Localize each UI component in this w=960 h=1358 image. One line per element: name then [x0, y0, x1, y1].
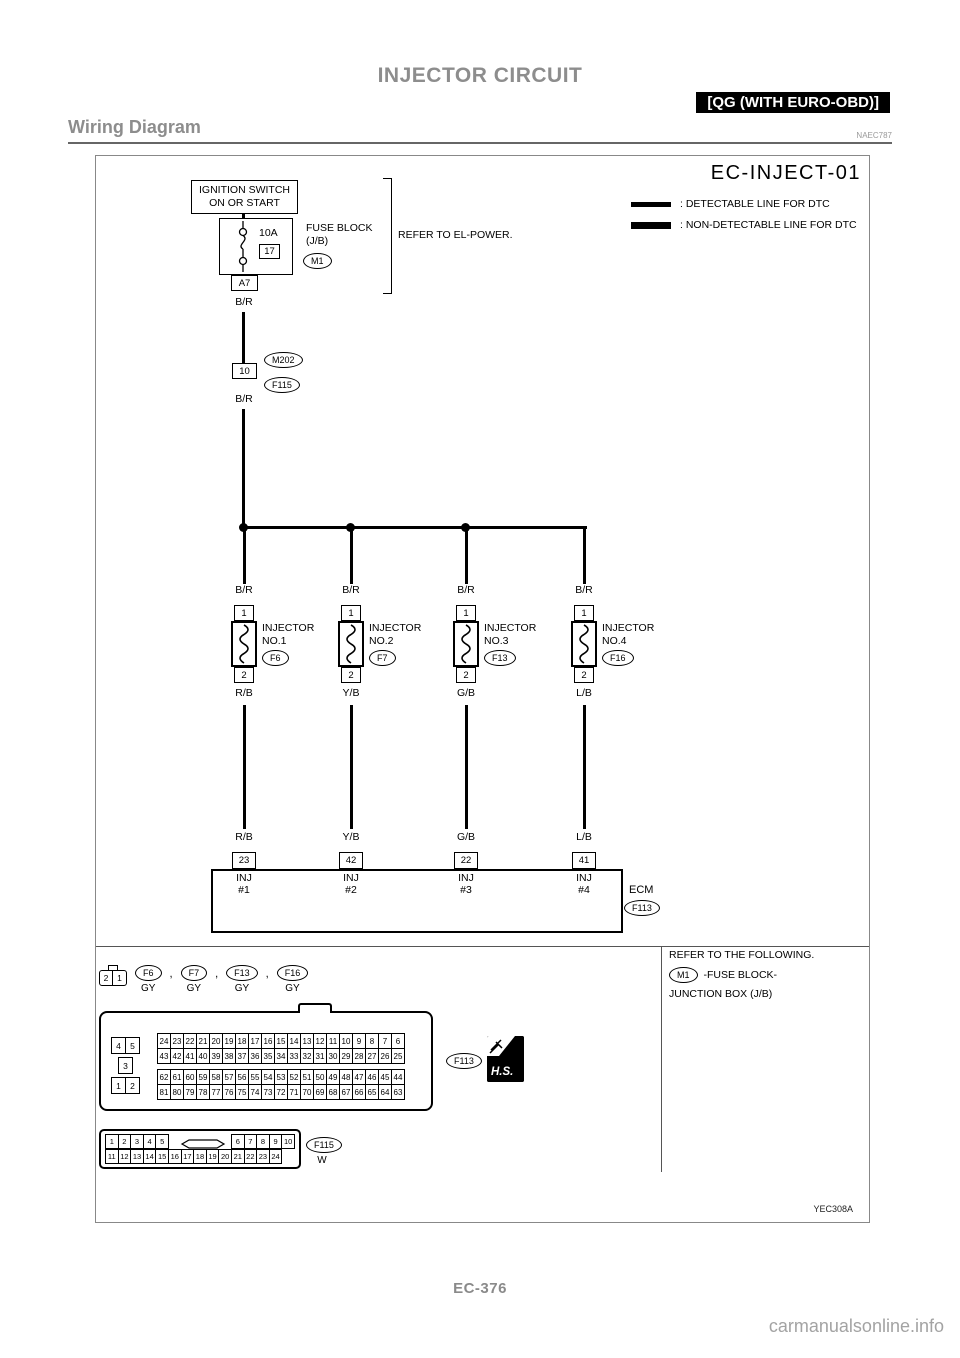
keyway-icon [180, 1139, 226, 1149]
pin-number-cell: 48 [339, 1069, 353, 1085]
pin-number-cell: 41 [183, 1048, 197, 1064]
side-pin: 3 [118, 1057, 133, 1074]
pin-number-cell: 60 [183, 1069, 197, 1085]
injector-name [602, 622, 654, 647]
pin-number-cell: 12 [313, 1033, 327, 1049]
connector-cavity: 1 [117, 973, 122, 983]
injector-name [369, 622, 421, 647]
connector-m1: M1 [669, 967, 698, 983]
pin-row [231, 1134, 295, 1149]
ecm-pin: 23 [232, 852, 256, 869]
pin-number-cell: 70 [300, 1084, 314, 1100]
wire-color-label: Y/B [342, 687, 360, 699]
connector-f113: F113 [446, 1053, 482, 1069]
connector-color: GY [186, 983, 202, 994]
fuse-block-label-line1: FUSE BLOCK [306, 222, 373, 234]
wire [350, 705, 353, 829]
comma: , [169, 968, 173, 980]
euro-obd-badge: [QG (WITH EURO-OBD)] [696, 92, 890, 113]
pin-number-cell: 36 [248, 1048, 262, 1064]
hs-logo [487, 1036, 524, 1082]
pin-number-cell: 52 [287, 1069, 301, 1085]
legend-label: : DETECTABLE LINE FOR DTC [680, 198, 830, 210]
wire-color-label: B/R [457, 584, 475, 596]
ecm-pin: 41 [572, 852, 596, 869]
pin-row [157, 1048, 405, 1064]
pin-number-cell: 15 [274, 1033, 288, 1049]
connector-f115: F115 [264, 377, 300, 393]
f115-connector-view [99, 1129, 301, 1169]
pin-number-cell: 12 [118, 1149, 132, 1164]
pin-number-cell: 13 [130, 1149, 144, 1164]
pin-number-cell: 72 [274, 1084, 288, 1100]
pin-number-cell: 65 [365, 1084, 379, 1100]
injector-name-line1: INJECTOR [369, 622, 422, 634]
pin-number-cell: 6 [231, 1134, 245, 1149]
pin-number-cell: 51 [300, 1069, 314, 1085]
pin-number-cell: 53 [274, 1069, 288, 1085]
connector-color: GY [285, 983, 300, 994]
pin-number-cell: 37 [235, 1048, 249, 1064]
pin-number-cell: 7 [244, 1134, 258, 1149]
pin-number-cell: 69 [313, 1084, 327, 1100]
injector-pin-1: 1 [574, 605, 594, 621]
injector-pin-1: 1 [341, 605, 361, 621]
wire-color-label: L/B [576, 831, 592, 843]
injector-pin-2: 2 [341, 667, 361, 683]
injector-connector-list [99, 965, 308, 994]
wire [350, 528, 353, 584]
pin-number-cell: 8 [365, 1033, 379, 1049]
watermark: carmanualsonline.info [768, 1316, 944, 1336]
pin-number-cell: 62 [157, 1069, 171, 1085]
section-title: Wiring Diagram [68, 117, 201, 137]
pin-number-cell: 18 [235, 1033, 249, 1049]
pin-number-cell: 14 [287, 1033, 301, 1049]
ecm-pin-label-line2: #3 [460, 884, 472, 896]
wire [583, 528, 586, 584]
pin-number-cell: 23 [256, 1149, 270, 1164]
connector-group-f6 [135, 965, 162, 994]
ecm-pin-label [449, 872, 483, 896]
comma: , [265, 968, 269, 980]
pin-number-cell: 31 [313, 1048, 327, 1064]
pin-number-cell: 11 [326, 1033, 340, 1049]
pin-number-cell: 59 [196, 1069, 210, 1085]
injector-pin-1: 1 [456, 605, 476, 621]
pin-number-cell: 21 [231, 1149, 245, 1164]
ecm-pin-label-line1: INJ [576, 872, 592, 884]
figure-code: YEC308A [813, 1204, 853, 1214]
connector-f6: F6 [135, 965, 162, 981]
injector-name [262, 622, 314, 647]
pin-number-cell: 54 [261, 1069, 275, 1085]
junction-box-note: JUNCTION BOX (J/B) [669, 988, 773, 1000]
pin-row [157, 1084, 405, 1100]
wiring-diagram-frame [95, 155, 870, 1223]
coil-icon [235, 624, 253, 664]
bus-wire [242, 526, 587, 529]
injector-pin-2: 2 [456, 667, 476, 683]
pin-number-cell: 24 [157, 1033, 171, 1049]
pin-number-cell: 5 [155, 1134, 169, 1149]
pin-row [105, 1149, 282, 1164]
connector-cavity: 2 [100, 971, 113, 985]
pin-number-cell: 47 [352, 1069, 366, 1085]
pin-number-cell: 45 [378, 1069, 392, 1085]
pin-number-cell: 26 [378, 1048, 392, 1064]
injector-name-line1: INJECTOR [262, 622, 315, 634]
injector-name-line2: NO.1 [262, 634, 287, 647]
wire-color-label: B/R [342, 584, 360, 596]
ecm-pin-label-line2: #2 [345, 884, 357, 896]
fuse-rating: 10A [259, 227, 278, 239]
pin-number-cell: 30 [326, 1048, 340, 1064]
pin-number-cell: 8 [256, 1134, 270, 1149]
pin-number-cell: 61 [170, 1069, 184, 1085]
injector-connector: F13 [484, 650, 516, 666]
ecm-pin: 42 [339, 852, 363, 869]
connector-color: GY [234, 983, 250, 994]
injector-connector: F16 [602, 650, 634, 666]
wire [243, 705, 246, 829]
injector-symbol [338, 621, 364, 667]
connector-f115: F115 [306, 1137, 342, 1153]
ecm-pin-label [334, 872, 368, 896]
wire-color-label: R/B [235, 687, 253, 699]
pin-number-cell: 63 [391, 1084, 405, 1100]
pin-number-cell: 24 [269, 1149, 283, 1164]
connector-f16: F16 [277, 965, 309, 981]
connector-color: W [317, 1155, 327, 1166]
pin-number-cell: 76 [222, 1084, 236, 1100]
page-header-title: INJECTOR CIRCUIT [377, 64, 583, 87]
pin-number-cell: 4 [143, 1134, 157, 1149]
wire-color-label: G/B [456, 687, 476, 699]
pin-number-cell: 22 [183, 1033, 197, 1049]
connector-m202: M202 [264, 352, 303, 368]
connector-a7: A7 [231, 275, 258, 291]
pin-number-cell: 6 [391, 1033, 405, 1049]
pin-row [157, 1033, 405, 1049]
injector-name-line2: NO.3 [484, 634, 509, 647]
refer-following-note [669, 949, 814, 1000]
pin-number-cell: 71 [287, 1084, 301, 1100]
comma: , [215, 968, 219, 980]
refer-following-line: REFER TO THE FOLLOWING. [669, 949, 815, 961]
coil-icon [342, 624, 360, 664]
ecm-pin-label-line2: #1 [238, 884, 250, 896]
fuse-block-box [219, 218, 293, 275]
connector-color: GY [141, 983, 156, 994]
pin-number-cell: 75 [235, 1084, 249, 1100]
grouping-bracket [383, 178, 392, 294]
pin-number-cell: 43 [157, 1048, 171, 1064]
pin-number-cell: 58 [209, 1069, 223, 1085]
pin-number-cell: 56 [235, 1069, 249, 1085]
ecm-pin: 22 [454, 852, 478, 869]
ecm-pin-label-line2: #4 [578, 884, 590, 896]
fuse-icon [232, 221, 254, 272]
pin-number-cell: 64 [378, 1084, 392, 1100]
legend-item [631, 219, 857, 231]
connector-latch-tab [298, 1003, 332, 1013]
coil-icon [457, 624, 475, 664]
pin-number-cell: 46 [365, 1069, 379, 1085]
pin-row [105, 1134, 169, 1149]
wire [465, 705, 468, 829]
page-number: EC-376 [453, 1280, 507, 1297]
injector-name [484, 622, 536, 647]
connector-f113: F113 [624, 900, 660, 916]
injector-connector: F6 [262, 650, 289, 666]
injector-name-line2: NO.4 [602, 634, 627, 647]
pin-number-cell: 40 [196, 1048, 210, 1064]
pin-row [157, 1069, 405, 1085]
pin-number-cell: 66 [352, 1084, 366, 1100]
pin-number-cell: 19 [206, 1149, 220, 1164]
pin-number-cell: 21 [196, 1033, 210, 1049]
pin-number-cell: 20 [209, 1033, 223, 1049]
pin-number-cell: 79 [183, 1084, 197, 1100]
coil-icon [575, 624, 593, 664]
fuse-number: 17 [259, 244, 280, 259]
section-code: NAEC787 [856, 131, 892, 140]
legend-item [631, 198, 857, 210]
pin-number-cell: 35 [261, 1048, 275, 1064]
connector-m1: M1 [303, 253, 332, 269]
pin-number-cell: 22 [244, 1149, 258, 1164]
pin-number-cell: 19 [222, 1033, 236, 1049]
pin-number-cell: 17 [181, 1149, 195, 1164]
legend-label: : NON-DETECTABLE LINE FOR DTC [680, 219, 857, 231]
pin-number-cell: 73 [261, 1084, 275, 1100]
injector-name-line1: INJECTOR [602, 622, 655, 634]
ecm-pin-label-line1: INJ [236, 872, 252, 884]
pin-number-cell: 3 [130, 1134, 144, 1149]
pin-number-cell: 68 [326, 1084, 340, 1100]
connector-group-f16 [277, 965, 309, 994]
wire-color-label: B/R [235, 584, 253, 596]
pin-number-cell: 33 [287, 1048, 301, 1064]
section-rule [68, 142, 892, 144]
diagram-title: EC-INJECT-01 [710, 162, 861, 184]
junction-pin: 10 [232, 363, 257, 379]
wire [465, 528, 468, 584]
injector-connector: F7 [369, 650, 396, 666]
injector-pin-2: 2 [234, 667, 254, 683]
pin-number-cell: 67 [339, 1084, 353, 1100]
ecm-pin-label [227, 872, 261, 896]
column-divider [661, 946, 662, 1172]
hs-label: H.S. [491, 1066, 514, 1078]
pin-number-cell: 11 [105, 1149, 119, 1164]
side-pin: 1 [111, 1077, 126, 1094]
side-pin: 4 [111, 1037, 126, 1054]
wire-color-label: R/B [235, 831, 253, 843]
pin-number-cell: 49 [326, 1069, 340, 1085]
pin-number-cell: 9 [269, 1134, 283, 1149]
pin-number-cell: 57 [222, 1069, 236, 1085]
pin-number-cell: 14 [143, 1149, 157, 1164]
wire [242, 312, 245, 363]
wire-color-label: L/B [576, 687, 592, 699]
pin-number-cell: 74 [248, 1084, 262, 1100]
f113-connector-view [99, 1011, 433, 1111]
pin-number-cell: 44 [391, 1069, 405, 1085]
pin-number-cell: 1 [105, 1134, 119, 1149]
pin-number-cell: 15 [155, 1149, 169, 1164]
pin-number-cell: 81 [157, 1084, 171, 1100]
pin-number-cell: 9 [352, 1033, 366, 1049]
pin-number-cell: 42 [170, 1048, 184, 1064]
pin-number-cell: 34 [274, 1048, 288, 1064]
injector-name-line2: NO.2 [369, 634, 394, 647]
wire-color-label: B/R [235, 296, 253, 308]
injector-pin-2: 2 [574, 667, 594, 683]
pin-number-cell: 10 [281, 1134, 295, 1149]
connector-f7: F7 [181, 965, 208, 981]
ecm-pin-label [567, 872, 601, 896]
ecm-box [211, 869, 623, 933]
wire-color-label: G/B [456, 831, 476, 843]
pin-number-cell: 50 [313, 1069, 327, 1085]
pin-number-cell: 29 [339, 1048, 353, 1064]
pin-number-cell: 10 [339, 1033, 353, 1049]
pin-number-cell: 13 [300, 1033, 314, 1049]
pin-number-cell: 16 [261, 1033, 275, 1049]
connector-group-f7 [181, 965, 208, 994]
fuse-block-note: -FUSE BLOCK- [703, 969, 778, 981]
ignition-switch-line1: IGNITION SWITCH [199, 184, 290, 196]
ecm-pin-label-line1: INJ [343, 872, 359, 884]
pin-number-cell: 38 [222, 1048, 236, 1064]
wire [242, 409, 245, 527]
pin-number-cell: 18 [193, 1149, 207, 1164]
ecm-pin-label-line1: INJ [458, 872, 474, 884]
side-pin: 5 [125, 1037, 140, 1054]
pin-number-cell: 16 [168, 1149, 182, 1164]
wire [583, 705, 586, 829]
pin-number-cell: 77 [209, 1084, 223, 1100]
wire-color-label: B/R [235, 393, 253, 405]
wire-color-label: B/R [575, 584, 593, 596]
ecm-label: ECM [629, 884, 654, 896]
ignition-switch-box [191, 180, 298, 214]
separator-line [96, 946, 869, 947]
pin-number-cell: 78 [196, 1084, 210, 1100]
side-pin: 2 [125, 1077, 140, 1094]
pin-number-cell: 32 [300, 1048, 314, 1064]
pin-number-cell: 28 [352, 1048, 366, 1064]
injector-name-line1: INJECTOR [484, 622, 537, 634]
connector-f13: F13 [226, 965, 258, 981]
pin-number-cell: 7 [378, 1033, 392, 1049]
legend [631, 198, 857, 240]
fuse-block-label-line2: (J/B) [306, 235, 329, 247]
pin-number-cell: 23 [170, 1033, 184, 1049]
pin-number-cell: 25 [391, 1048, 405, 1064]
pin-number-cell: 20 [218, 1149, 232, 1164]
injector-symbol [231, 621, 257, 667]
wire [243, 528, 246, 584]
injector-pin-1: 1 [234, 605, 254, 621]
pin-number-cell: 80 [170, 1084, 184, 1100]
wire-color-label: Y/B [342, 831, 360, 843]
pin-number-cell: 2 [118, 1134, 132, 1149]
injector-symbol [571, 621, 597, 667]
pin-number-cell: 27 [365, 1048, 379, 1064]
detectable-line-sample [631, 202, 671, 207]
pin-number-cell: 17 [248, 1033, 262, 1049]
injector-connector-2-1-icon [99, 965, 127, 986]
connector-group-f13 [226, 965, 258, 994]
injector-symbol [453, 621, 479, 667]
ignition-switch-line2: ON OR START [209, 197, 280, 209]
refer-el-power-note: REFER TO EL-POWER. [398, 229, 513, 241]
non-detectable-line-sample [631, 222, 671, 229]
pin-number-cell: 55 [248, 1069, 262, 1085]
fuse-block-label [306, 222, 373, 248]
pin-number-cell: 39 [209, 1048, 223, 1064]
